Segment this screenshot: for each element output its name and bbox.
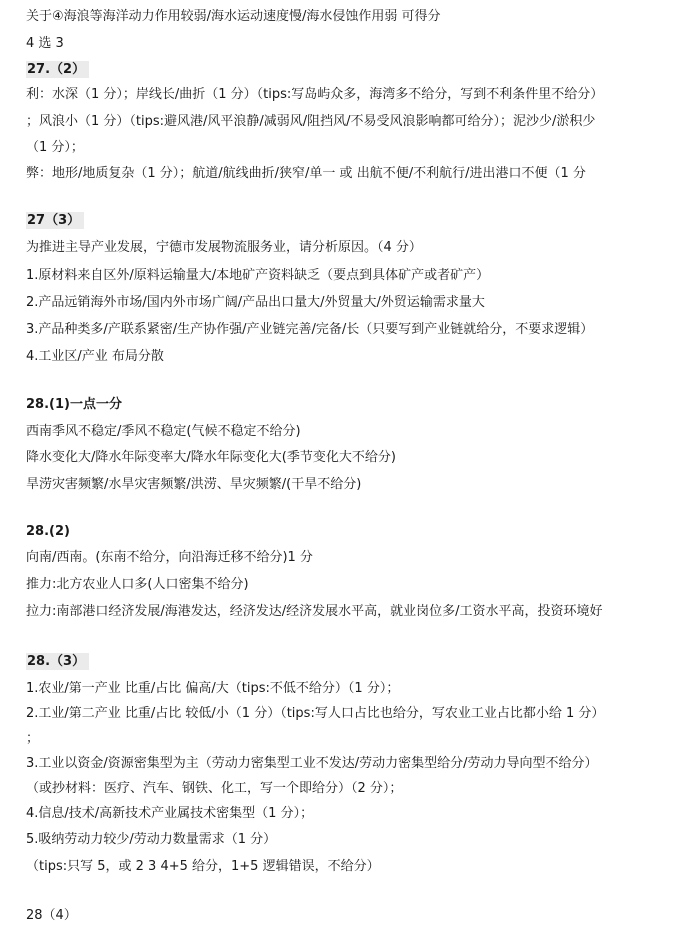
q27-2-line-2: ；风浪小（1 分）（tips:避风港/风平浪静/减弱风/阻挡风/不易受风浪影响都可给分）；泥沙少/淤积少: [26, 114, 596, 129]
q27-2-line-1: 利：水深（1 分）；岸线长/曲折（1 分）（tips:写岛屿众多，海湾多不给分，写到不利条件里不给分）: [26, 87, 604, 102]
q28-1-line-1: 西南季风不稳定/季风不稳定(气候不稳定不给分): [26, 424, 301, 439]
q27-3-line-3: 2.产品远销海外市场/国内外市场广阔/产品出口量大/外贸量大/外贸运输需求量大: [26, 295, 485, 310]
q28-2-line-3: 拉力:南部港口经济发展/海港发达，经济发达/经济发展水平高，就业岗位多/工资水平高，投资环境好: [26, 604, 603, 619]
q27-3-line-1: 为推进主导产业发展，宁德市发展物流服务业，请分析原因。（4 分）: [26, 240, 422, 255]
q28-3-line-4: 3.工业以资金/资源密集型为主（劳动力密集型工业不发达/劳动力密集型给分/劳动力导向型不给分）: [26, 756, 598, 771]
q27-3-line-4: 3.产品种类多/产联系紧密/生产协作强/产业链完善/完备/长（只要写到产业链就给分，不要求逻辑）: [26, 322, 594, 337]
q27-3-line-2: 1.原材料来自区外/原料运输量大/本地矿产资料缺乏（要点到具体矿产或者矿产）: [26, 268, 490, 283]
q27-2-line-3: （1 分）；: [26, 140, 84, 155]
heading-28-1: 28.(1)一点一分: [26, 397, 122, 412]
q28-2-line-1: 向南/西南。(东南不给分，向沿海迁移不给分)1 分: [26, 550, 313, 565]
q27-2-line-4: 弊：地形/地质复杂（1 分）；航道/航线曲折/狭窄/单一 或 出航不便/不利航行/进出港口不便（1 分: [26, 166, 586, 181]
heading-28-2: 28.(2): [26, 524, 70, 539]
q27-3-line-5: 4.工业区/产业 布局分散: [26, 349, 164, 364]
q28-2-line-2: 推力:北方农业人口多(人口密集不给分): [26, 577, 249, 592]
q28-1-line-2: 降水变化大/降水年际变率大/降水年际变化大(季节变化大不给分): [26, 450, 396, 465]
heading-27-3: [26, 213, 84, 229]
q28-1-line-3: 旱涝灾害频繁/水旱灾害频繁/洪涝、旱灾频繁/(干旱不给分): [26, 477, 362, 492]
heading-27-2-label: 27.（2）: [26, 61, 89, 78]
q28-3-line-7: 5.吸纳劳动力较少/劳动力数量需求（1 分）: [26, 832, 277, 847]
q28-3-line-8: （tips:只写 5，或 2 3 4+5 给分，1+5 逻辑错误，不给分）: [26, 859, 380, 874]
q28-3-line-2: 2.工业/第二产业 比重/占比 较低/小（1 分）（tips:写人口占比也给分，写农业工业占比都小给 1 分）: [26, 706, 605, 721]
intro-line-2: 4 选 3: [26, 36, 64, 51]
q28-3-line-5: （或抄材料：医疗、汽车、钢铁、化工，写一个即给分）（2 分）；: [26, 781, 403, 796]
heading-28-3: [26, 654, 89, 670]
heading-27-3-label: 27（3）: [26, 212, 84, 229]
heading-28-4: 28（4）: [26, 908, 77, 923]
q28-3-line-1: 1.农业/第一产业 比重/占比 偏高/大（tips:不低不给分）（1 分）；: [26, 681, 400, 696]
q28-3-line-6: 4.信息/技术/高新技术产业属技术密集型（1 分）；: [26, 806, 314, 821]
q28-3-line-3: ；: [26, 731, 40, 746]
heading-28-3-label: 28.（3）: [26, 653, 89, 670]
intro-line-1: 关于④海浪等海洋动力作用较弱/海水运动速度慢/海水侵蚀作用弱 可得分: [26, 9, 441, 24]
heading-27-2: [26, 62, 89, 78]
